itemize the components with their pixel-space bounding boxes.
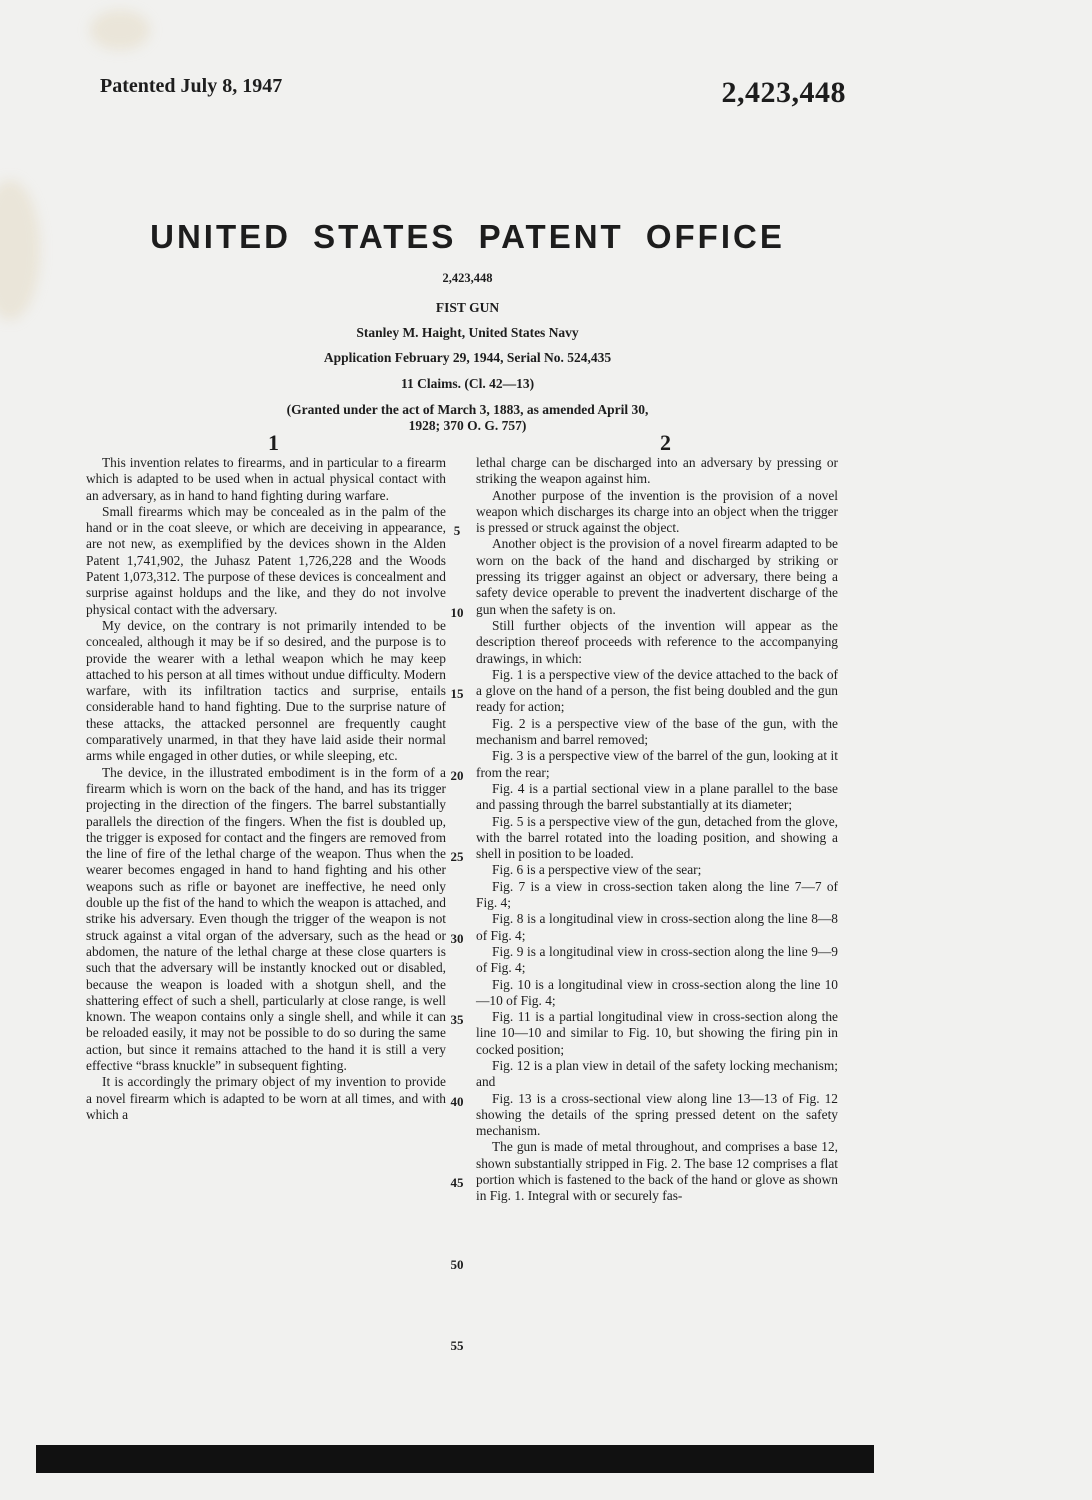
invention-title: FIST GUN xyxy=(435,300,500,315)
line-number: 25 xyxy=(450,849,464,864)
paragraph: Small firearms which may be concealed as in the palm of the hand or in the coat sleeve, or which are deceiving in appearance, are not new, as exemplified by the devices shown in the Alden Patent 1,741,902, the Juhasz Patent 1,726,228 and the Woods Patent 1,073,312. The purpose of these devices is concealment and surprise against holdups and the like, and they do not involve physical contact with the adversary. xyxy=(86,503,446,617)
paragraph: Fig. 13 is a cross-sectional view along line 13—13 of Fig. 12 showing the details of the spring pressed detent on the safety mechanism. xyxy=(476,1090,838,1139)
paragraph: My device, on the contrary is not primarily intended to be concealed, although it may be if so desired, and the purpose is to provide the wearer with a lethal weapon which he may keep attached to his person at all times without undue difficulty. Modern warfare, with its infiltration tactics and surprise, entails considerable hand to hand fighting. Due to the surprise nature of these attacks, the attacked personnel are frequently caught comparatively unarmed, in that they have laid aside their normal arms while engaged in other duties, or while sleeping, etc. xyxy=(86,617,446,764)
paragraph: It is accordingly the primary object of my invention to provide a novel firearm which is adapted to be worn at all times, and with which a xyxy=(86,1074,446,1122)
paragraph: Fig. 6 is a perspective view of the sear; xyxy=(492,862,702,878)
granted-info xyxy=(0,402,935,434)
paragraph: Still further objects of the invention will appear as the description thereof proceeds with reference to the accompanying drawings, in which: xyxy=(476,617,838,666)
column-number: 2 xyxy=(660,430,671,455)
line-number: 35 xyxy=(450,1012,464,1027)
patented-date: Patented July 8, 1947 xyxy=(100,75,283,97)
paragraph: Fig. 2 is a perspective view of the base of the gun, with the mechanism and barrel removed; xyxy=(476,715,838,748)
line-number: 55 xyxy=(450,1338,464,1353)
paragraph: Fig. 4 is a partial sectional view in a plane parallel to the base and passing through the barrel substantially at its diameter; xyxy=(476,780,838,813)
line-number: 45 xyxy=(450,1175,464,1190)
patent-number-small: 2,423,448 xyxy=(442,271,493,285)
office-title: UNITED STATES PATENT OFFICE xyxy=(150,218,785,255)
line-number: 10 xyxy=(450,605,464,620)
paragraph: Fig. 5 is a perspective view of the gun, detached from the glove, with the barrel rotated into the loading position, and showing a shell in position to be loaded. xyxy=(476,813,838,862)
column-right xyxy=(476,455,838,1355)
inventor: Stanley M. Haight, United States Navy xyxy=(356,325,579,340)
line-number: 20 xyxy=(450,768,464,783)
paragraph: The gun is made of metal throughout, and comprises a base 12, shown substantially stripped in Fig. 2. The base 12 comprises a flat portion which is fastened to the back of the hand or glove as shown in Fig. 1. Integral with or securely fas- xyxy=(476,1139,838,1204)
paragraph: Fig. 1 is a perspective view of the device attached to the back of a glove on the hand of a person, the fist being doubled and the gun ready for action; xyxy=(476,666,838,715)
paragraph: lethal charge can be discharged into an adversary by pressing or striking the weapon against him. xyxy=(476,455,838,487)
paragraph: Fig. 8 is a longitudinal view in cross-section along the line 8—8 of Fig. 4; xyxy=(476,911,838,943)
paragraph: This invention relates to firearms, and in particular to a firearm which is adapted to be used when in actual physical contact with an adversary, as in hand to hand fighting during warfare. xyxy=(86,455,446,503)
column-number: 1 xyxy=(268,430,279,455)
line-number: 50 xyxy=(450,1257,464,1272)
patent-number: 2,423,448 xyxy=(721,76,846,109)
line-number: 15 xyxy=(450,686,464,701)
claims-info: 11 Claims. (Cl. 42—13) xyxy=(400,376,535,391)
paragraph: The device, in the illustrated embodiment is in the form of a firearm which is worn on the back of the hand, and has its trigger projecting in the direction of the fingers. The barrel substantially parallels the direction of the fingers. When the fist is doubled up, the trigger is exposed for contact and the fingers are removed from the line of fire of the lethal charge of the weapon. Thus when the wearer becomes engaged in hand to hand fighting and his other weapons such as rifle or bayonet are ineffective, he need only double up the fist of the hand to which the weapon is attached, and strike his adversary. Even though the trigger of the weapon is not struck against a vital organ of the adversary, such as the head or abdomen, the nature of the lethal charge at these close quarters is such that the adversary will be instantly knocked out or disabled, because the weapon is loaded with a shotgun shell, and the shattering effect of such a shell, particularly at close range, is well known. The weapon contains only a single shell, and while it can be reloaded easily, it may not be possible to do so during the same action, but since it remains attached to the hand it is still a very effective “brass knuckle” in subsequent fighting. xyxy=(86,764,446,1073)
paragraph: Fig. 11 is a partial longitudinal view in cross-section along the line 10—10 and similar to Fig. 10, but showing the firing pin in cocked position; xyxy=(476,1009,838,1057)
column-left xyxy=(86,455,446,1355)
paragraph: Fig. 9 is a longitudinal view in cross-section along the line 9—9 of Fig. 4; xyxy=(476,943,838,976)
line-number: 30 xyxy=(450,931,464,946)
application-info: Application February 29, 1944, Serial No. 524,435 xyxy=(323,350,612,365)
paragraph: Fig. 10 is a longitudinal view in cross-section along the line 10—10 of Fig. 4; xyxy=(476,976,838,1008)
scan-bar xyxy=(36,1445,874,1473)
paper-stain xyxy=(90,10,150,50)
paragraph: Another object is the provision of a novel firearm adapted to be worn on the back of the hand and discharged by striking or pressing its trigger against an object or adversary, there being a safety device operable to prevent the inadvertent discharge of the gun when the safety is on. xyxy=(476,536,838,617)
paragraph: Fig. 7 is a view in cross-section taken along the line 7—7 of Fig. 4; xyxy=(476,878,838,911)
line-number: 5 xyxy=(453,523,461,538)
paragraph: Fig. 12 is a plan view in detail of the safety locking mechanism; and xyxy=(476,1057,838,1090)
line-number: 40 xyxy=(450,1094,464,1109)
paragraph: Fig. 3 is a perspective view of the barrel of the gun, looking at it from the rear; xyxy=(476,748,838,780)
paragraph: Another purpose of the invention is the provision of a novel weapon which discharges its charge into an object when the trigger is pressed or struck against the object. xyxy=(476,487,838,536)
granted-text: (Granted under the act of March 3, 1883, as amended April 30, 1928; 370 O. G. 757) xyxy=(286,402,649,433)
